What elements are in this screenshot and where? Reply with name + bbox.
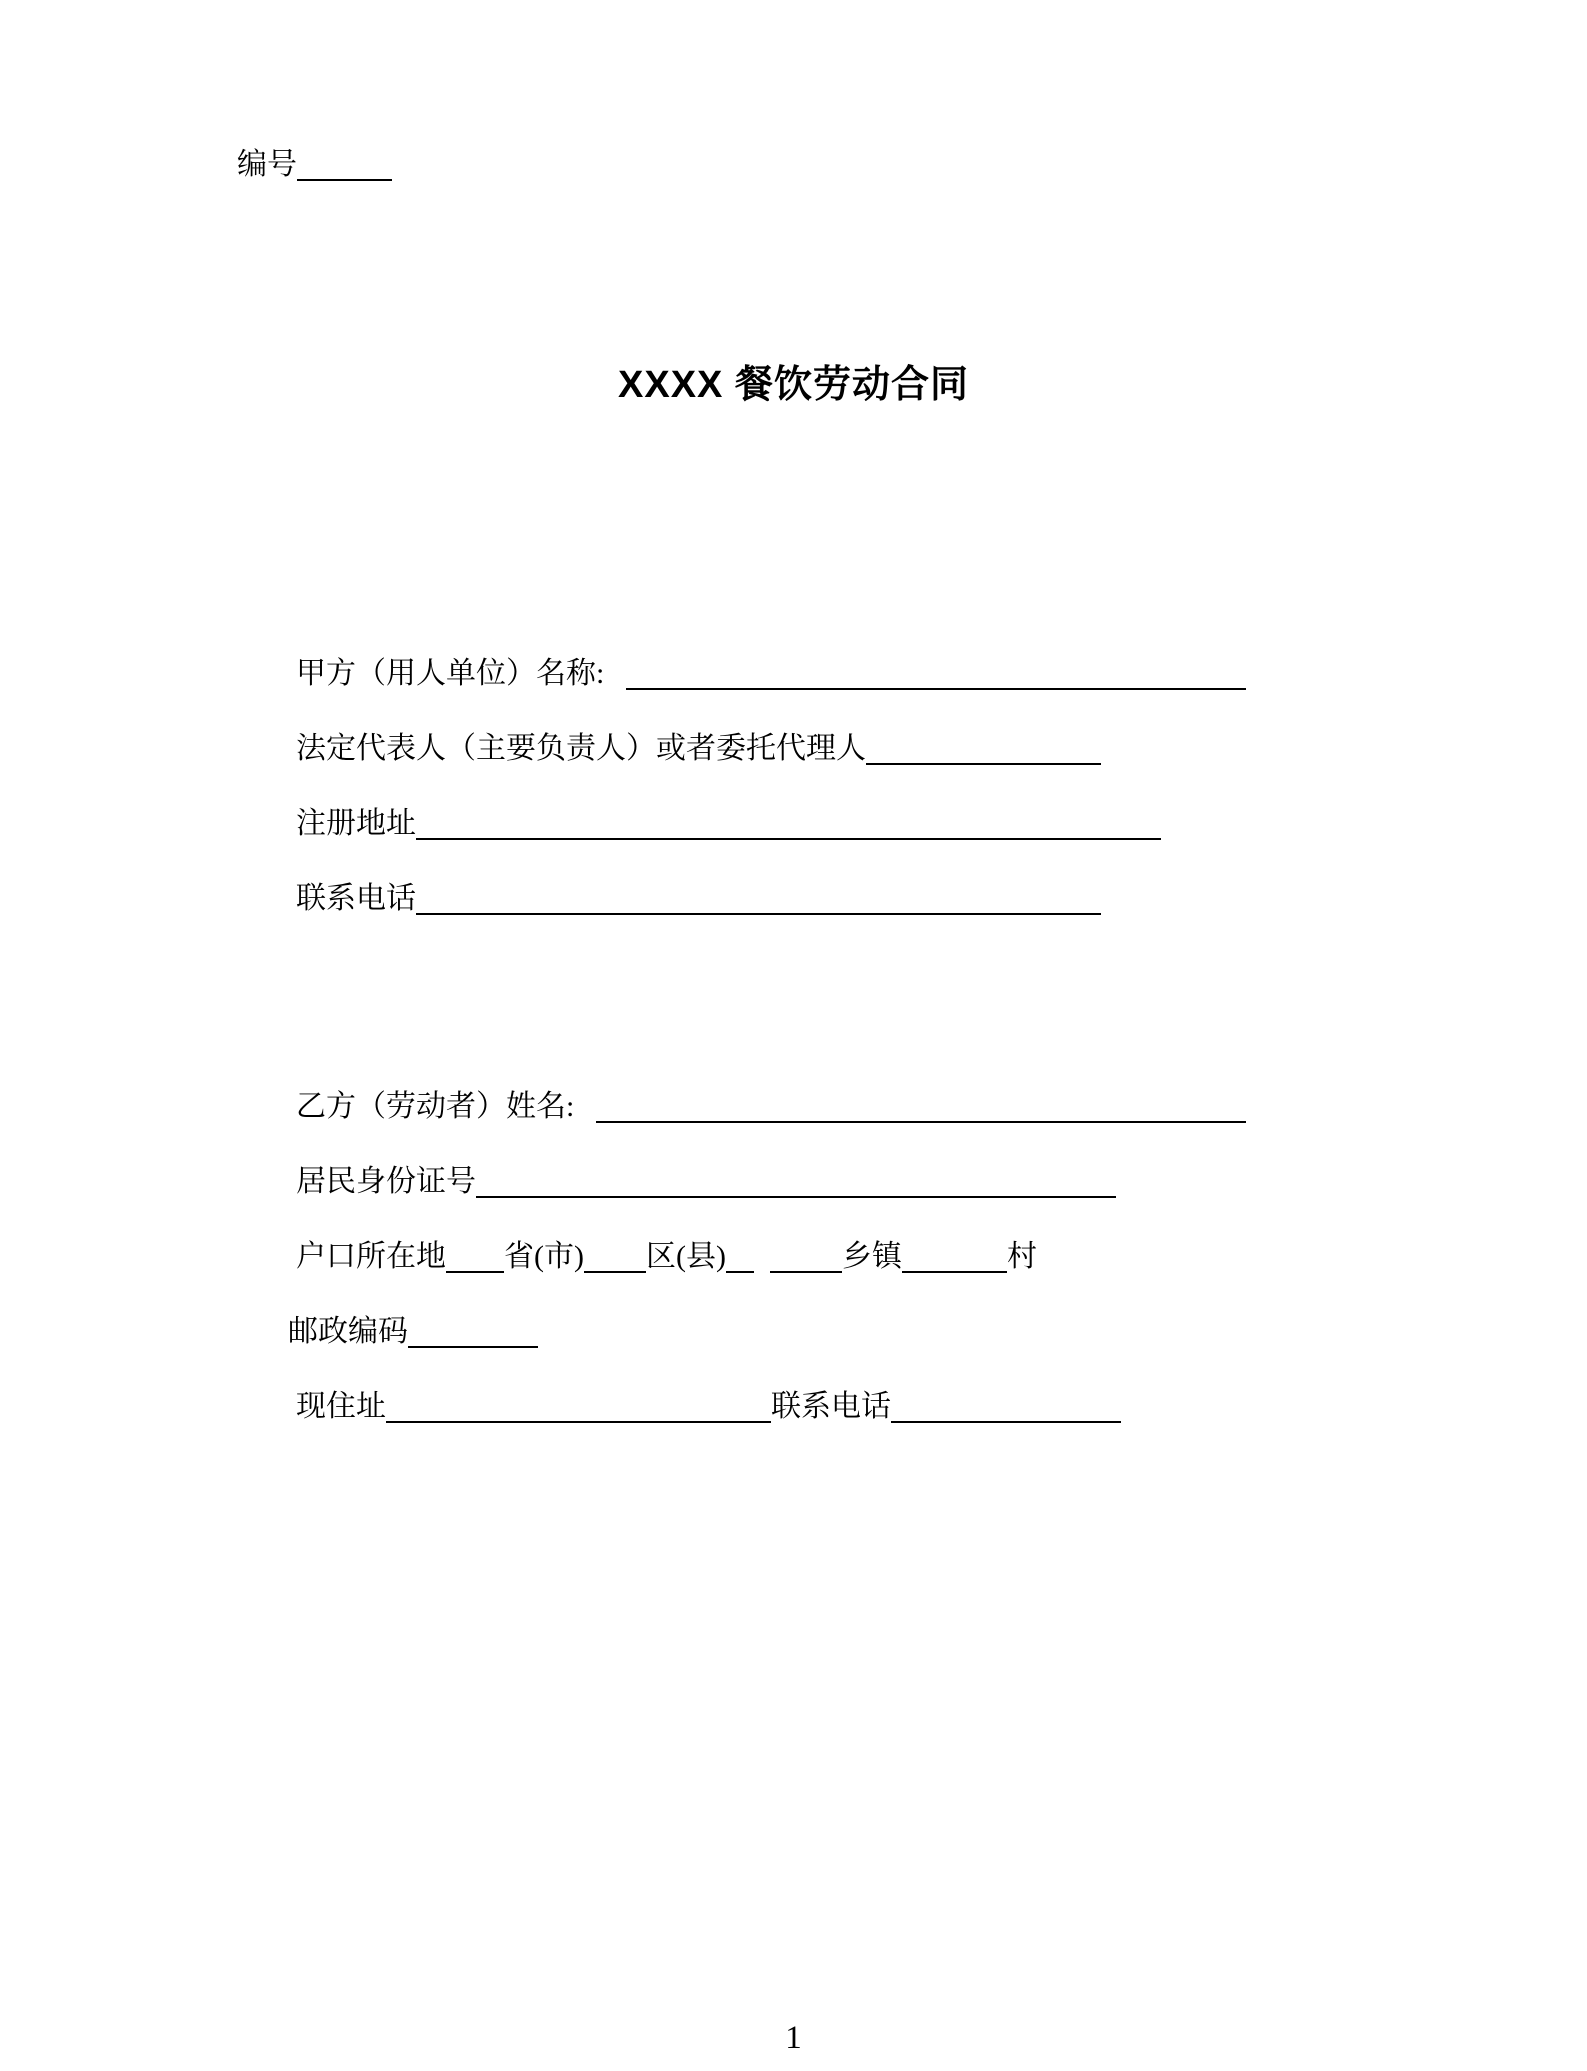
party-b-id-label: 居民身份证号 (296, 1165, 476, 1198)
party-a-reg-address-blank[interactable] (416, 808, 1161, 840)
party-b-address-line (237, 1385, 1467, 1429)
party-b-name-line (237, 1085, 1467, 1129)
page-number: 1 (785, 2020, 802, 2056)
party-b-phone-label: 联系电话 (771, 1390, 891, 1423)
party-b-name-blank[interactable] (596, 1091, 1246, 1123)
party-b-address-label: 现住址 (296, 1390, 386, 1423)
hukou-county-label: 区(县) (645, 1240, 726, 1273)
hukou-village-blank[interactable] (902, 1241, 1007, 1273)
document-title: XXXX 餐饮劳动合同 (618, 364, 969, 406)
party-a-reg-address-line (237, 802, 1467, 846)
party-a-name-label: 甲方（用人单位）名称: (296, 657, 605, 690)
hukou-extra-blank[interactable] (726, 1241, 754, 1273)
party-a-legal-rep-line (237, 727, 1467, 771)
party-a-reg-address-label: 注册地址 (296, 807, 416, 840)
party-a-phone-label: 联系电话 (296, 882, 416, 915)
party-b-postal-line (237, 1310, 1467, 1354)
party-a-phone-line (237, 877, 1467, 921)
party-b-phone-blank[interactable] (891, 1391, 1121, 1423)
hukou-province-blank[interactable] (446, 1241, 504, 1273)
party-a-name-line (237, 652, 1467, 696)
hukou-village-label: 村 (1006, 1240, 1037, 1273)
party-b-id-line (237, 1160, 1467, 1204)
party-b-id-blank[interactable] (476, 1166, 1116, 1198)
party-a-name-blank[interactable] (626, 658, 1246, 690)
party-b-hukou-label: 户口所在地 (296, 1240, 446, 1273)
party-b-postal-blank[interactable] (408, 1316, 538, 1348)
party-b-address-blank[interactable] (386, 1391, 771, 1423)
party-b-name-label: 乙方（劳动者）姓名: (296, 1090, 575, 1123)
serial-number-label: 编号 (237, 148, 297, 181)
hukou-province-label: 省(市) (504, 1240, 584, 1273)
serial-number-blank[interactable] (297, 149, 392, 181)
hukou-township-label: 乡镇 (841, 1240, 902, 1273)
party-a-legal-rep-label: 法定代表人（主要负责人）或者委托代理人 (296, 732, 866, 765)
hukou-township-blank[interactable] (770, 1241, 842, 1273)
serial-number-line (237, 143, 1467, 187)
hukou-county-blank[interactable] (584, 1241, 646, 1273)
party-b-hukou-line (237, 1235, 1467, 1279)
party-a-legal-rep-blank[interactable] (866, 733, 1101, 765)
party-a-phone-blank[interactable] (416, 883, 1101, 915)
party-b-postal-label: 邮政编码 (288, 1315, 408, 1348)
